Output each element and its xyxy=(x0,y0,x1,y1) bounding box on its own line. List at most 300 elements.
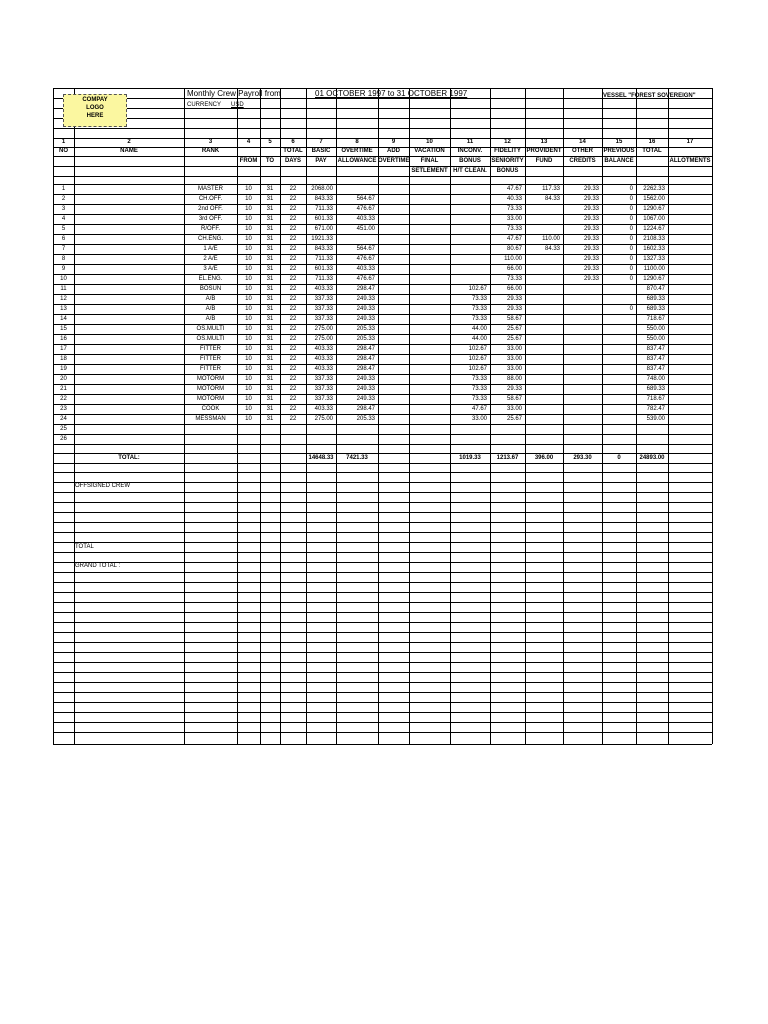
table-row-cell: 10 xyxy=(245,216,252,222)
grid-row-line xyxy=(53,692,712,693)
column-header: FIDELITY xyxy=(494,148,521,154)
grid-row-line xyxy=(53,434,712,435)
table-row-cell: 337.33 xyxy=(314,306,333,312)
table-row-cell: 10 xyxy=(245,266,252,272)
table-row-cell: 73.33 xyxy=(471,376,487,382)
table-row-cell: 22 xyxy=(289,306,297,312)
table-row-cell: 6 xyxy=(61,236,66,242)
table-row-cell: 84.33 xyxy=(544,246,560,252)
table-row-cell: 748.00 xyxy=(646,376,665,382)
table-row-cell: 564.67 xyxy=(356,246,375,252)
total-row-cell: 1019.33 xyxy=(459,455,481,461)
table-row-cell: 21 xyxy=(60,386,67,392)
table-row-cell: 837.47 xyxy=(646,366,665,372)
table-row-cell: 3 xyxy=(61,206,66,212)
total-row-cell: 7421.33 xyxy=(346,455,368,461)
company-logo-placeholder xyxy=(63,94,127,127)
table-row-cell: 1562.00 xyxy=(643,196,665,202)
table-row-cell: 0 xyxy=(629,256,633,262)
table-row-cell: 718.67 xyxy=(646,316,665,322)
column-header: RANK xyxy=(201,148,220,154)
table-row-cell: MOTORM xyxy=(196,396,225,402)
table-row-cell: 31 xyxy=(266,216,274,222)
column-header: BONUS xyxy=(496,168,519,174)
table-row-cell: 403.33 xyxy=(356,266,375,272)
table-row-cell: 33.00 xyxy=(506,216,522,222)
column-header: TOTAL xyxy=(642,148,662,154)
table-row-cell: 24 xyxy=(60,416,67,422)
grid-column-line xyxy=(409,88,410,744)
table-row-cell: 0 xyxy=(629,206,633,212)
table-row-cell: 73.33 xyxy=(471,396,487,402)
grid-row-line xyxy=(53,602,712,603)
table-row-cell: 403.33 xyxy=(314,406,333,412)
table-row-cell: 80.67 xyxy=(506,246,522,252)
table-row-cell: 0 xyxy=(629,226,633,232)
total-row-cell: 396.00 xyxy=(534,455,554,461)
table-row-cell: 66.00 xyxy=(506,266,522,272)
table-row-cell: 10 xyxy=(245,256,252,262)
table-row-cell: 1100.00 xyxy=(643,266,665,272)
table-row-cell: COOK xyxy=(201,406,220,412)
table-row-cell: 10 xyxy=(245,186,252,192)
table-row-cell: OS.MULTI xyxy=(196,336,225,342)
table-row-cell: 10 xyxy=(245,416,252,422)
table-row-cell: 10 xyxy=(245,406,252,412)
table-row-cell: 22 xyxy=(289,196,297,202)
table-row-cell: 249.33 xyxy=(356,396,375,402)
column-number: 14 xyxy=(579,139,586,145)
table-row-cell: 337.33 xyxy=(314,376,333,382)
table-row-cell: 22 xyxy=(289,416,297,422)
grid-row-line xyxy=(53,364,712,365)
column-header: CREDITS xyxy=(569,158,596,164)
column-header: FINAL xyxy=(420,158,439,164)
column-header: FROM xyxy=(239,158,258,164)
table-row-cell: 0 xyxy=(629,216,633,222)
table-row-cell: 26 xyxy=(60,436,67,442)
table-row-cell: 22 xyxy=(289,396,297,402)
table-row-cell: 25.67 xyxy=(506,326,522,332)
table-row-cell: 403.33 xyxy=(314,346,333,352)
table-row-cell: 102.67 xyxy=(468,346,487,352)
table-row-cell: 31 xyxy=(266,366,274,372)
table-row-cell: 73.33 xyxy=(471,296,487,302)
table-row-cell: 23 xyxy=(60,406,67,412)
table-row-cell: 73.33 xyxy=(506,226,522,232)
table-row-cell: 10 xyxy=(245,326,252,332)
table-row-cell: 66.00 xyxy=(506,286,522,292)
column-header: VACATION xyxy=(414,148,445,154)
total-row-cell: 293.30 xyxy=(573,455,592,461)
table-row-cell: 1921.33 xyxy=(311,236,333,242)
table-row-cell: A/B xyxy=(205,296,216,302)
payroll-period: 01 OCTOBER 1997 to 31 OCTOBER 1997 xyxy=(315,89,468,98)
table-row-cell: 3 A/E xyxy=(203,266,218,272)
table-row-cell: 29.33 xyxy=(583,236,599,242)
table-row-cell: CH.OFF. xyxy=(198,196,223,202)
table-row-cell: 10 xyxy=(245,296,252,302)
grid-row-line xyxy=(53,512,712,513)
table-row-cell: 22 xyxy=(289,356,297,362)
grid-row-line xyxy=(53,672,712,673)
table-row-cell: 31 xyxy=(266,346,274,352)
column-header: SENIORITY xyxy=(491,158,524,164)
column-number: 11 xyxy=(466,139,474,145)
table-row-cell: 31 xyxy=(266,236,274,242)
total-row-cell: 1213.67 xyxy=(496,455,519,461)
total-label: TOTAL xyxy=(75,544,94,550)
table-row-cell: 47.67 xyxy=(506,236,522,242)
grid-row-line xyxy=(53,118,712,119)
offsigned-crew-label: OFFSIGNED CREW xyxy=(75,483,130,489)
table-row-cell: 3rd OFF. xyxy=(198,216,223,222)
table-row-cell: 539.00 xyxy=(646,416,665,422)
grid-row-line xyxy=(53,732,712,733)
table-row-cell: 31 xyxy=(266,306,274,312)
table-row-cell: 10 xyxy=(245,286,252,292)
table-row-cell: 10 xyxy=(245,366,252,372)
table-row-cell: 22 xyxy=(289,366,297,372)
table-row-cell: 29.33 xyxy=(506,306,522,312)
table-row-cell: 689.33 xyxy=(646,386,665,392)
table-row-cell: 20 xyxy=(60,376,67,382)
table-row-cell: 18 xyxy=(60,356,67,362)
table-row-cell: 298.47 xyxy=(356,366,375,372)
table-row-cell: 403.33 xyxy=(314,366,333,372)
vessel-name: VESSEL "FOREST SOVEREIGN" xyxy=(603,93,696,99)
table-row-cell: 0 xyxy=(629,236,633,242)
table-row-cell: 337.33 xyxy=(314,296,333,302)
table-row-cell: 7 xyxy=(61,246,66,252)
table-row-cell: 47.67 xyxy=(471,406,487,412)
table-row-cell: 110.00 xyxy=(504,256,522,262)
table-row-cell: 298.47 xyxy=(356,406,375,412)
table-row-cell: 22 xyxy=(289,276,297,282)
table-row-cell: FITTER xyxy=(200,356,221,362)
table-row-cell: 31 xyxy=(266,286,274,292)
table-row-cell: 249.33 xyxy=(356,296,375,302)
grid-row-line xyxy=(53,284,712,285)
total-row-cell: 14648.33 xyxy=(308,455,334,461)
table-row-cell: 31 xyxy=(266,266,274,272)
table-row-cell: 31 xyxy=(266,296,274,302)
table-row-cell: 10 xyxy=(60,276,67,282)
table-row-cell: 29.33 xyxy=(583,206,599,212)
table-row-cell: 205.33 xyxy=(356,416,375,422)
table-row-cell: 22 xyxy=(289,216,297,222)
column-number: 6 xyxy=(291,139,295,145)
column-header: OVERTIME xyxy=(341,148,373,154)
table-row-cell: 73.33 xyxy=(506,276,522,282)
table-row-cell: FITTER xyxy=(200,346,221,352)
table-row-cell: 2 xyxy=(61,196,66,202)
table-row-cell: 10 xyxy=(245,386,252,392)
column-number: 8 xyxy=(355,139,359,145)
grid-row-line xyxy=(53,324,712,325)
table-row-cell: 29.33 xyxy=(583,186,599,192)
table-row-cell: 47.67 xyxy=(506,186,522,192)
table-row-cell: 10 xyxy=(245,236,252,242)
table-row-cell: 40.33 xyxy=(506,196,522,202)
table-row-cell: 403.33 xyxy=(356,216,375,222)
table-row-cell: 10 xyxy=(245,336,252,342)
table-row-cell: 10 xyxy=(245,356,252,362)
table-row-cell: 22 xyxy=(289,256,297,262)
grid-row-line xyxy=(53,334,712,335)
table-row-cell: 73.33 xyxy=(506,206,522,212)
table-row-cell: 73.33 xyxy=(471,306,487,312)
table-row-cell: 25.67 xyxy=(506,416,522,422)
table-row-cell: 337.33 xyxy=(314,386,333,392)
table-row-cell: 31 xyxy=(266,396,274,402)
table-row-cell: 298.47 xyxy=(356,346,375,352)
grid-row-line xyxy=(53,176,712,177)
table-row-cell: EL.ENG. xyxy=(198,276,223,282)
table-row-cell: 22 xyxy=(289,286,297,292)
table-row-cell: 31 xyxy=(266,186,274,192)
table-row-cell: 249.33 xyxy=(356,376,375,382)
column-number: 9 xyxy=(391,139,396,145)
table-row-cell: 29.33 xyxy=(583,276,599,282)
table-row-cell: 25 xyxy=(60,426,67,432)
table-row-cell: 22 xyxy=(289,406,297,412)
table-row-cell: 671.00 xyxy=(314,226,333,232)
table-row-cell: 31 xyxy=(266,336,274,342)
table-row-cell: 837.47 xyxy=(646,346,665,352)
table-row-cell: 22 xyxy=(289,226,297,232)
table-row-cell: 22 xyxy=(289,266,297,272)
table-row-cell: 31 xyxy=(266,386,274,392)
grid-row-line xyxy=(53,632,712,633)
table-row-cell: 10 xyxy=(245,316,252,322)
grid-row-line xyxy=(53,582,712,583)
grid-row-line xyxy=(53,542,712,543)
table-row-cell: 33.00 xyxy=(506,356,522,362)
table-row-cell: 15 xyxy=(60,326,67,332)
column-header: DAYS xyxy=(284,158,302,164)
table-row-cell: 22 xyxy=(289,386,297,392)
table-row-cell: 337.33 xyxy=(314,316,333,322)
table-row-cell: 1 xyxy=(61,186,66,192)
table-row-cell: 1224.67 xyxy=(643,226,665,232)
grid-row-line xyxy=(53,612,712,613)
table-row-cell: FITTER xyxy=(200,366,221,372)
table-row-cell: 44.00 xyxy=(471,336,487,342)
table-row-cell: MESSMAN xyxy=(195,416,226,422)
column-number: 7 xyxy=(319,139,323,145)
grid-row-line xyxy=(53,552,712,553)
grid-row-line xyxy=(53,702,712,703)
column-number: 17 xyxy=(686,139,694,145)
table-row-cell: 451.00 xyxy=(356,226,375,232)
table-row-cell: 10 xyxy=(245,206,252,212)
logo-line: COMPAY xyxy=(82,97,108,103)
table-row-cell: 275.00 xyxy=(314,336,333,342)
table-row-cell: 782.47 xyxy=(646,406,665,412)
grid-row-line xyxy=(53,652,712,653)
grid-row-line xyxy=(53,662,712,663)
grid-column-line xyxy=(712,88,713,744)
column-header: TO xyxy=(265,158,275,164)
table-row-cell: 0 xyxy=(629,196,633,202)
table-row-cell: 5 xyxy=(61,226,66,232)
table-row-cell: 29.33 xyxy=(506,386,522,392)
grid-row-line xyxy=(53,472,712,473)
table-row-cell: 1 A/E xyxy=(203,246,218,252)
column-number: 2 xyxy=(127,139,131,145)
grid-row-line xyxy=(53,482,712,483)
table-row-cell: 73.33 xyxy=(471,386,487,392)
payroll-title: Monthly Crew Payroll from xyxy=(187,89,281,98)
column-number: 16 xyxy=(648,139,656,145)
table-row-cell: 403.33 xyxy=(314,286,333,292)
grid-row-line xyxy=(53,562,712,563)
table-row-cell: 102.67 xyxy=(468,356,487,362)
table-row-cell: 205.33 xyxy=(356,326,375,332)
table-row-cell: 298.47 xyxy=(356,356,375,362)
column-number: 4 xyxy=(246,139,251,145)
grid-row-line xyxy=(53,444,712,445)
column-header: NAME xyxy=(120,148,138,154)
table-row-cell: 711.33 xyxy=(315,256,333,262)
table-row-cell: 8 xyxy=(61,256,66,262)
table-row-cell: 0 xyxy=(629,266,633,272)
table-row-cell: 16 xyxy=(60,336,67,342)
table-row-cell: 102.67 xyxy=(468,286,487,292)
column-header: BONUS xyxy=(459,158,481,164)
grid-row-line xyxy=(53,682,712,683)
grid-row-line xyxy=(53,108,712,109)
grid-row-line xyxy=(53,424,712,425)
table-row-cell: 31 xyxy=(266,196,274,202)
table-row-cell: 33.00 xyxy=(506,366,522,372)
table-row-cell: 11 xyxy=(60,286,67,292)
table-row-cell: 689.33 xyxy=(646,296,665,302)
table-row-cell: 476.67 xyxy=(356,256,375,262)
table-row-cell: 31 xyxy=(266,316,274,322)
total-row-cell: TOTAL: xyxy=(118,455,140,461)
table-row-cell: 19 xyxy=(60,366,67,372)
table-row-cell: 0 xyxy=(629,276,633,282)
table-row-cell: 711.33 xyxy=(315,276,333,282)
table-row-cell: 44.00 xyxy=(471,326,487,332)
table-row-cell: 31 xyxy=(266,226,274,232)
column-header: PREVIOUS xyxy=(603,148,635,154)
table-row-cell: 10 xyxy=(245,346,252,352)
table-row-cell: 0 xyxy=(629,306,633,312)
table-row-cell: 31 xyxy=(266,356,274,362)
grid-row-line xyxy=(53,522,712,523)
column-number: 3 xyxy=(208,139,213,145)
table-row-cell: 2068.00 xyxy=(311,186,333,192)
grid-column-line xyxy=(668,88,669,744)
table-row-cell: 10 xyxy=(245,396,252,402)
table-row-cell: 601.33 xyxy=(314,216,333,222)
table-row-cell: 337.33 xyxy=(314,396,333,402)
table-row-cell: 1327.33 xyxy=(643,256,665,262)
table-row-cell: 22 xyxy=(289,376,297,382)
column-header: ALLOWANCE xyxy=(337,158,377,164)
table-row-cell: 403.33 xyxy=(314,356,333,362)
table-row-cell: A/B xyxy=(205,306,216,312)
table-row-cell: 84.33 xyxy=(544,196,560,202)
table-row-cell: BOSUN xyxy=(199,286,222,292)
table-row-cell: 29.33 xyxy=(506,296,522,302)
currency-label: CURRENCY xyxy=(187,102,222,108)
column-header: SETLEMENT xyxy=(411,168,448,174)
table-row-cell: 837.47 xyxy=(646,356,665,362)
column-header: OVERTIME xyxy=(378,158,410,164)
total-row-cell: 24893.00 xyxy=(639,455,665,461)
table-row-cell: 22 xyxy=(60,396,67,402)
grand-total-label: GRAND TOTAL : xyxy=(75,563,121,569)
column-header: OTHER xyxy=(572,148,593,154)
table-row-cell: 29.33 xyxy=(583,216,599,222)
table-row-cell: 9 xyxy=(61,266,66,272)
grid-row-line xyxy=(53,394,712,395)
logo-line: HERE xyxy=(86,113,104,119)
table-row-cell: 117.33 xyxy=(542,186,560,192)
table-row-cell: 31 xyxy=(266,406,274,412)
table-row-cell: 711.33 xyxy=(315,206,333,212)
table-row-cell: CH.ENG. xyxy=(197,236,223,242)
column-number: 10 xyxy=(426,139,433,145)
table-row-cell: 298.47 xyxy=(356,286,375,292)
table-row-cell: 22 xyxy=(289,336,297,342)
table-row-cell: 31 xyxy=(266,376,274,382)
table-row-cell: 10 xyxy=(245,246,252,252)
table-row-cell: 29.33 xyxy=(583,226,599,232)
column-header: ALLOTMENTS xyxy=(669,158,711,164)
table-row-cell: 10 xyxy=(245,276,252,282)
table-row-cell: R/OFF. xyxy=(201,226,220,232)
table-row-cell: 17 xyxy=(60,346,67,352)
table-row-cell: 31 xyxy=(266,416,274,422)
table-row-cell: 4 xyxy=(61,216,66,222)
grid-row-line xyxy=(53,722,712,723)
table-row-cell: 73.33 xyxy=(471,316,487,322)
table-row-cell: 550.00 xyxy=(646,336,665,342)
table-row-cell: 33.00 xyxy=(471,416,487,422)
grid-row-line xyxy=(53,572,712,573)
table-row-cell: 29.33 xyxy=(583,266,599,272)
grid-row-line xyxy=(53,622,712,623)
table-row-cell: MOTORM xyxy=(196,386,225,392)
table-row-cell: 29.33 xyxy=(583,196,599,202)
table-row-cell: 2nd OFF. xyxy=(198,206,223,212)
column-number: 13 xyxy=(540,139,548,145)
table-row-cell: 870.47 xyxy=(646,286,665,292)
table-row-cell: 88.00 xyxy=(506,376,522,382)
table-row-cell: 843.33 xyxy=(314,196,333,202)
table-row-cell: 601.33 xyxy=(314,266,333,272)
table-row-cell: 2262.33 xyxy=(643,186,665,192)
column-header: ADD xyxy=(387,148,400,154)
grid-row-line xyxy=(53,592,712,593)
table-row-cell: 476.67 xyxy=(356,206,375,212)
table-row-cell: 33.00 xyxy=(506,346,522,352)
column-number: 1 xyxy=(61,139,66,145)
column-header: NO xyxy=(59,148,68,154)
grid-column-line xyxy=(378,88,379,744)
table-row-cell: 29.33 xyxy=(583,246,599,252)
table-row-cell: 2 A/E xyxy=(203,256,218,262)
table-row-cell: 22 xyxy=(289,316,297,322)
table-row-cell: 249.33 xyxy=(356,316,375,322)
table-row-cell: 22 xyxy=(289,346,297,352)
table-row-cell: 2108.33 xyxy=(643,236,665,242)
